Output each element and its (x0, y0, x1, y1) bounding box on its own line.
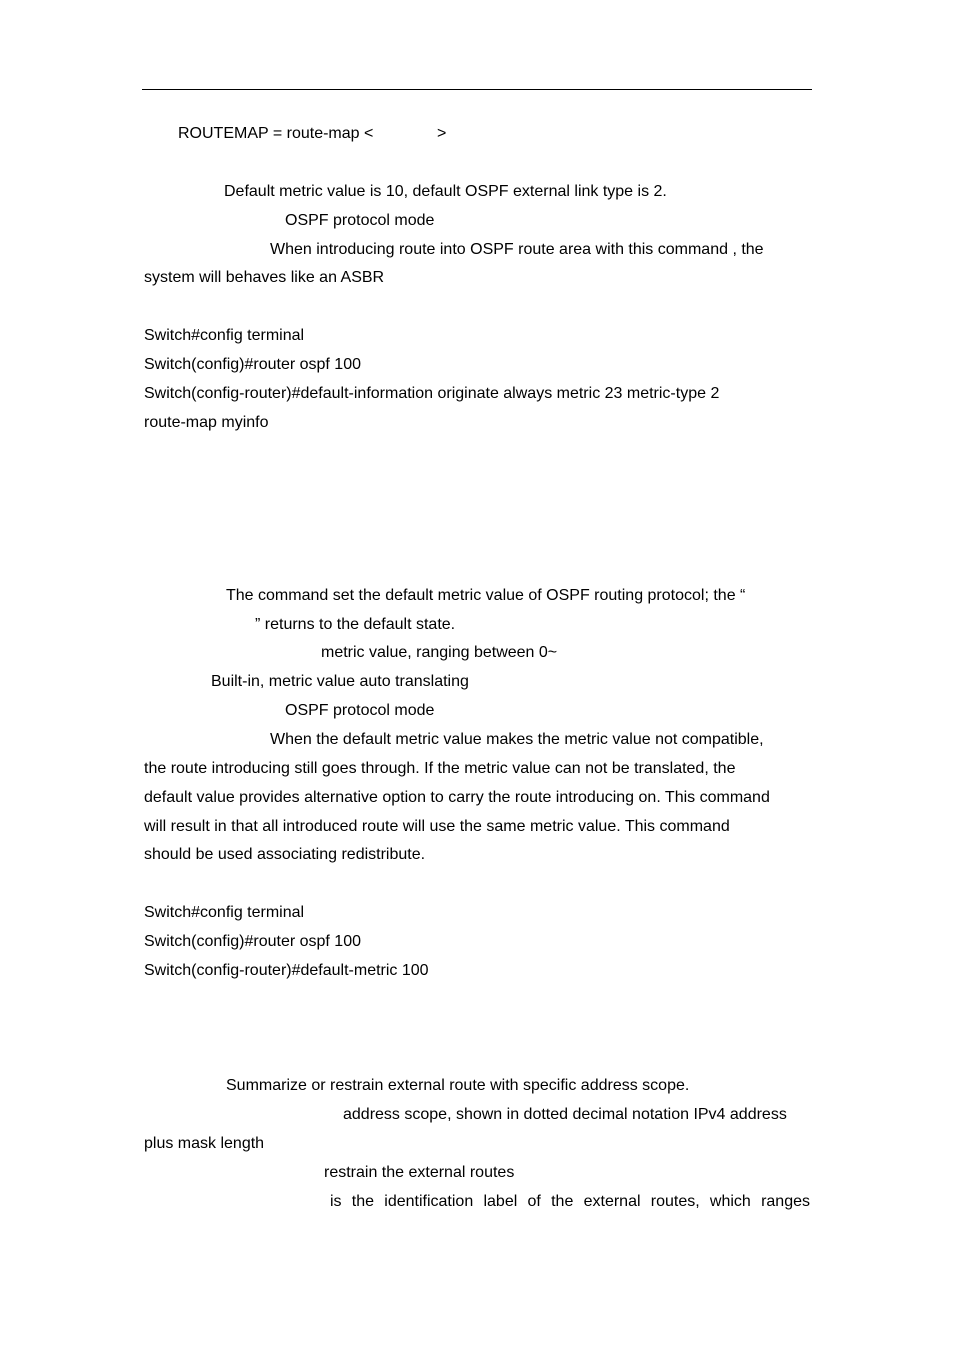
example-line: Switch(config-router)#default-information originate always metric 23 metric-type 2 (144, 385, 720, 402)
routemap-syntax: ROUTEMAP = route-map < (178, 125, 374, 142)
command-mode: OSPF protocol mode (285, 212, 435, 229)
function-text: Summarize or restrain external route with specific address scope. (226, 1077, 690, 1094)
usage-guide-cont: system will behaves like an ASBR (144, 269, 385, 286)
parameter-text-cont: plus mask length (144, 1135, 265, 1152)
example-line: Switch#config terminal (144, 327, 305, 344)
usage-guide: When the default metric value makes the metric value not compatible, (270, 731, 764, 748)
default-text: Built-in, metric value auto translating (211, 673, 469, 690)
function-text: The command set the default metric value of OSPF routing protocol; the “ (226, 587, 746, 604)
usage-guide-cont: default value provides alternative option to carry the route introducing on. This command (144, 789, 770, 806)
header-rule (142, 89, 812, 90)
example-line: Switch(config)#router ospf 100 (144, 356, 361, 373)
command-mode: OSPF protocol mode (285, 702, 435, 719)
example-line: Switch(config)#router ospf 100 (144, 933, 361, 950)
example-line: Switch#config terminal (144, 904, 305, 921)
usage-guide: When introducing route into OSPF route area with this command , the (270, 241, 764, 258)
parameter-text: restrain the external routes (324, 1164, 515, 1181)
parameter-text: is the identification label of the external routes, which ranges (330, 1193, 810, 1210)
parameter-text: metric value, ranging between 0~ (321, 644, 558, 661)
parameter-text: address scope, shown in dotted decimal notation IPv4 address (343, 1106, 787, 1123)
example-line: route-map myinfo (144, 414, 269, 431)
default-text: Default metric value is 10, default OSPF external link type is 2. (224, 183, 667, 200)
function-text-cont: ” returns to the default state. (255, 616, 456, 633)
usage-guide-cont: should be used associating redistribute. (144, 846, 426, 863)
usage-guide-cont: the route introducing still goes through. If the metric value can not be translated, the (144, 760, 736, 777)
usage-guide-cont: will result in that all introduced route will use the same metric value. This command (144, 818, 730, 835)
example-line: Switch(config-router)#default-metric 100 (144, 962, 429, 979)
routemap-syntax-close: > (437, 125, 447, 142)
